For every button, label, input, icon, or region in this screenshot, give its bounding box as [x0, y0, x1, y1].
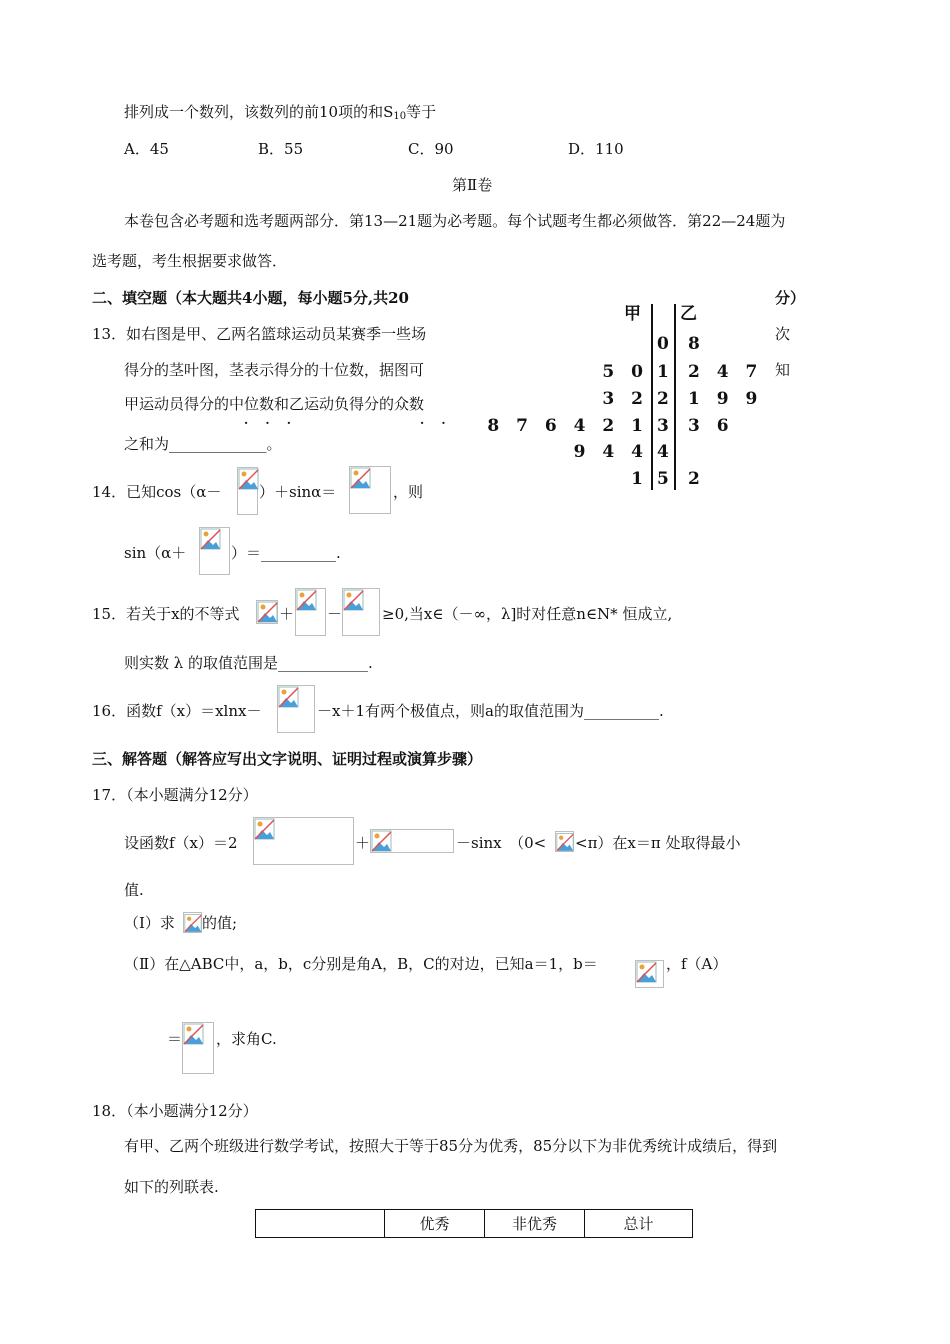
broken-image-icon — [256, 600, 278, 624]
broken-image-icon — [237, 467, 258, 515]
side-text-1: 次 — [775, 325, 791, 343]
q13-emphasis-dots-2: · · — [420, 416, 454, 430]
stem-leaf-row-left: 5 0 — [602, 362, 643, 382]
q14-part3: ，则 — [393, 483, 424, 501]
broken-image-icon — [349, 466, 391, 514]
broken-image-icon — [183, 912, 202, 933]
q15-line2: 则实数 λ 的取值范围是____________. — [124, 654, 373, 672]
q17-title: 17．（本小题满分12分） — [92, 786, 258, 804]
part2-intro-2: 选考题，考生根据要求做答． — [92, 252, 288, 270]
q15-plus: ＋ — [279, 605, 295, 623]
q17-part1-a: （Ⅰ）求 — [124, 914, 175, 932]
part2-intro-1: 本卷包含必考题和选考题两部分．第13—21题为必考题。每个试题考生都必须做答．第22—24题为 — [124, 212, 786, 230]
q14-line2-b: ）＝__________. — [231, 544, 341, 562]
broken-image-icon — [370, 829, 454, 853]
table-header-cell: 非优秀 — [485, 1210, 585, 1238]
q18-line2: 如下的列联表. — [124, 1178, 219, 1196]
table-header-cell: 总计 — [585, 1210, 693, 1238]
part2-title: 第Ⅱ卷 — [452, 176, 493, 194]
q13-mode: 众数 — [394, 395, 425, 413]
stem-leaf-row-stem: 3 — [657, 416, 669, 436]
side-text-2: 知 — [775, 361, 791, 379]
section2-heading-tail: 分） — [775, 289, 806, 307]
broken-image-icon — [182, 1022, 214, 1074]
stem-leaf-row-stem: 1 — [657, 362, 669, 382]
stem-leaf-row-right: 1 9 9 — [688, 389, 758, 409]
q12-option-c[interactable]: C．90 — [408, 140, 454, 158]
q17-part2-b: ，f（A） — [666, 955, 728, 973]
q13-line3: 甲运动员得分的中位数和乙运动负得分的众数 — [124, 395, 425, 413]
broken-image-icon — [199, 527, 230, 575]
table-row — [256, 1210, 693, 1238]
q17-line2: 值. — [124, 881, 144, 899]
table-header-cell: 优秀 — [385, 1210, 485, 1238]
q14-part2: ）＋sinα＝ — [259, 483, 337, 501]
q17-line1-a: 设函数f（x）＝2 — [124, 834, 238, 852]
stem-leaf-row-left: 1 — [631, 469, 643, 489]
q15-minus: － — [327, 605, 343, 623]
stem-leaf-row-right: 3 6 — [688, 416, 729, 436]
q13-median: 中位数 — [229, 395, 275, 413]
broken-image-icon — [277, 685, 315, 733]
q13-line4: 之和为_____________。 — [124, 435, 282, 453]
q14-part1: 14．已知cos（α－ — [92, 483, 222, 501]
stem-leaf-row-left: 3 2 — [602, 389, 643, 409]
q18-line1: 有甲、乙两个班级进行数学考试，按照大于等于85分为优秀，85分以下为非优秀统计成绩后，得到 — [124, 1137, 778, 1155]
broken-image-icon — [555, 831, 574, 852]
stem-leaf-divider-left — [651, 304, 653, 490]
q17-part2-c: ＝ — [167, 1030, 183, 1048]
broken-image-icon — [295, 588, 326, 636]
stem-leaf-row-right: 2 — [688, 469, 700, 489]
q13-emphasis-dots-1: · · · — [244, 416, 299, 430]
stem-leaf-row-stem: 2 — [657, 389, 669, 409]
section2-heading: 二、填空题（本大题共4小题，每小题5分,共20 — [92, 289, 409, 307]
contingency-table — [255, 1209, 693, 1238]
stem-leaf-row-left: 9 4 4 — [573, 442, 643, 462]
stem-leaf-header-left: 甲 — [624, 304, 641, 324]
section3-heading: 三、解答题（解答应写出文字说明、证明过程或演算步骤） — [92, 750, 483, 768]
q15-part2: ≥0,当x∈（－∞，λ]时对任意n∈N* 恒成立, — [382, 605, 673, 623]
q17-line1-c: －sinx （0< — [456, 834, 547, 852]
broken-image-icon — [342, 588, 380, 636]
q12-option-b[interactable]: B．55 — [258, 140, 304, 158]
q17-part1-b: 的值; — [202, 914, 238, 932]
q18-title: 18．（本小题满分12分） — [92, 1102, 258, 1120]
q17-part2-a: （Ⅱ）在△ABC中，a，b，c分别是角A，B，C的对边，已知a＝1，b＝ — [124, 955, 598, 973]
q12-option-d[interactable]: D．110 — [568, 140, 624, 158]
q12-option-a[interactable]: A．45 — [124, 140, 169, 158]
stem-leaf-row-right: 8 — [688, 334, 700, 354]
stem-leaf-header-right: 乙 — [680, 304, 697, 324]
stem-leaf-row-stem: 4 — [657, 442, 669, 462]
table-header-cell — [256, 1210, 385, 1238]
q15-part1: 15．若关于x的不等式 — [92, 605, 240, 623]
broken-image-icon — [253, 817, 354, 865]
q12-subscript: 10 — [393, 111, 407, 122]
q13-line2: 得分的茎叶图，茎表示得分的十位数，据图可 — [124, 361, 425, 379]
stem-leaf-row-left: 8 7 6 4 2 1 — [487, 416, 643, 436]
q14-line2-a: sin（α＋ — [124, 544, 187, 562]
broken-image-icon — [635, 960, 664, 988]
q13-line1: 13．如右图是甲、乙两名篮球运动员某赛季一些场 — [92, 325, 427, 343]
stem-leaf-row-right: 2 4 7 — [688, 362, 758, 382]
q16-part2: －x＋1有两个极值点，则a的取值范围为__________. — [317, 702, 664, 720]
stem-leaf-row-stem: 5 — [657, 469, 669, 489]
q16-part1: 16．函数f（x）＝xlnx－ — [92, 702, 262, 720]
q17-line1-b: ＋ — [355, 834, 371, 852]
q17-line1-d: <π）在x＝π 处取得最小 — [575, 834, 741, 852]
stem-leaf-divider-right — [674, 304, 676, 490]
q17-part2-d: ，求角C. — [216, 1030, 277, 1048]
stem-leaf-row-stem: 0 — [657, 334, 669, 354]
q12-text: 排列成一个数列，该数列的前10项的和S10等于 — [124, 103, 437, 122]
